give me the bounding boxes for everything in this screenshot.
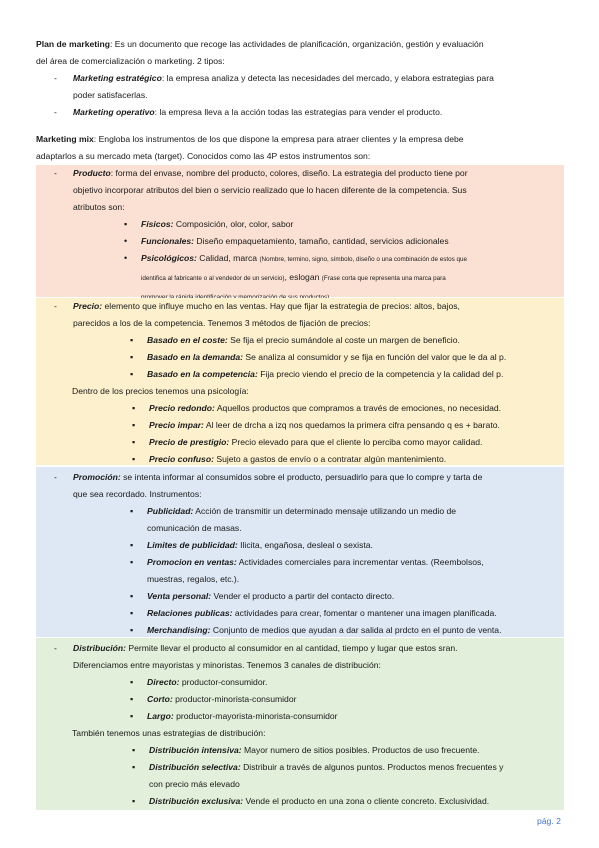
attr-note-3: (Frase corta que representa una marca para <box>321 274 446 282</box>
tool-name: Limites de publicidad: <box>147 540 238 550</box>
strat-text-2: con precio más elevado <box>149 778 240 789</box>
mix-text-1: : Engloba los instrumentos de los que dispone la empresa para atraer clientes y la empresa debe <box>93 134 464 144</box>
bullet-icon: ▪ <box>132 437 136 447</box>
precio-label: Precio: <box>73 301 103 311</box>
dash-marker: - <box>54 643 57 653</box>
channel-text: productor-consumidor. <box>179 677 268 687</box>
psych-name: Precio confuso: <box>149 454 214 464</box>
method-name: Basado en la demanda: <box>147 352 243 362</box>
channel-name: Largo: <box>147 711 174 721</box>
bullet-icon: ▪ <box>130 591 134 601</box>
bullet-icon: ▪ <box>130 711 134 721</box>
strategic-label: Marketing estratégico <box>73 73 162 83</box>
distribucion-label: Distribución: <box>73 643 126 653</box>
method-text: Se analiza al consumidor y se fija en función del valor que le da al p. <box>243 352 507 362</box>
bullet-icon: ▪ <box>130 694 134 704</box>
channel-name: Directo: <box>147 677 180 687</box>
bullet-icon: ▪ <box>130 352 134 362</box>
dash-marker: - <box>54 472 57 482</box>
tool-text-2: comunicación de masas. <box>147 522 242 533</box>
attr-text: Calidad, marca <box>196 253 260 263</box>
promocion-label: Promoción: <box>73 472 121 482</box>
bullet-icon: ▪ <box>130 335 134 345</box>
dash-marker: - <box>54 73 57 83</box>
mix-paragraph <box>36 131 564 165</box>
precio-text-1: elemento que influye mucho en las ventas. Hay que fijar la estrategia de precios: altos, bajos, <box>102 301 460 311</box>
bullet-icon: ▪ <box>132 454 136 464</box>
producto-section <box>36 165 564 297</box>
bullet-icon: ▪ <box>130 625 134 635</box>
channel-name: Corto: <box>147 694 173 704</box>
plan-text-2: del área de comercialización o marketing. 2 tipos: <box>36 55 225 66</box>
tool-name: Relaciones publicas: <box>147 608 233 618</box>
bullet-icon: • <box>124 253 128 263</box>
plan-label: Plan de marketing <box>36 39 111 49</box>
channel-text: productor-mayorista-minorista-consumidor <box>173 711 338 721</box>
operative-text: : la empresa lleva a la acción todas las estrategias para vender el producto. <box>154 107 443 117</box>
strat-text: Vende el producto en una zona o cliente concreto. Exclusividad. <box>243 796 490 806</box>
distribucion-section <box>36 638 564 810</box>
psych-name: Precio redondo: <box>149 403 215 413</box>
plan-text-1: : Es un documento que recoge las actividades de planificación, organización, gestión y evaluación <box>110 39 484 49</box>
strat-name: Distribución exclusiva: <box>149 796 244 806</box>
tool-text: Vender el producto a partir del contacto directo. <box>211 591 395 601</box>
attr-text: Diseño empaquetamiento, tamaño, cantidad, servicios adicionales <box>194 236 449 246</box>
attr-name: Funcionales: <box>141 236 195 246</box>
promocion-text-2: que sea recordado. Instrumentos: <box>73 488 202 499</box>
producto-text-3: atributos son: <box>73 201 125 212</box>
tool-text: actividades para crear, fomentar o mantener una imagen planificada. <box>232 608 497 618</box>
psych-name: Precio impar: <box>149 420 204 430</box>
producto-text-2: objetivo incorporar atributos del bien o servicio realizado que lo hacen diferente de la competencia. Sus <box>73 184 467 195</box>
strat-text: Distribuir a través de algunos puntos. Productos menos frecuentes y <box>240 762 504 772</box>
precio-section <box>36 298 564 465</box>
attr-note-1: (Nombre, termino, signo, símbolo, diseño o una combinación de estos que <box>259 256 468 263</box>
psych-text: Precio elevado para que el cliente lo perciba como mayor calidad. <box>229 437 483 447</box>
attr-name: Psicológicos: <box>141 253 197 263</box>
dash-marker: - <box>54 107 57 117</box>
attr-note-2: identifica al fabricante o al vendedor de un servicio) <box>141 274 285 282</box>
tool-name: Promocion en ventas: <box>147 557 237 567</box>
bullet-icon: ▪ <box>132 762 136 772</box>
method-name: Basado en la competencia: <box>147 369 258 379</box>
bullet-icon: • <box>124 236 128 246</box>
bullet-icon: ▪ <box>130 608 134 618</box>
bullet-icon: ▪ <box>130 677 134 687</box>
bullet-icon: ▪ <box>132 796 136 806</box>
tool-text: Actividades comerciales para incrementar ventas. (Reembolsos, <box>236 557 484 567</box>
page-number: pág. 2 <box>537 816 561 826</box>
bullet-icon: ▪ <box>132 403 136 413</box>
mix-label: Marketing mix <box>36 134 94 144</box>
tool-name: Publicidad: <box>147 506 194 516</box>
strat-text: Mayor numero de sitios posibles. Productos de uso frecuente. <box>241 745 480 755</box>
psych-intro: Dentro de los precios tenemos una psicología: <box>72 386 249 396</box>
psych-text: Sujeto a gastos de envío o a contratar algún mantenimiento. <box>213 454 447 464</box>
psych-text: Aquellos productos que compramos a través de emociones, no necesidad. <box>214 403 502 413</box>
tool-text-2: muestras, regalos, etc.). <box>147 573 240 584</box>
method-name: Basado en el coste: <box>147 335 228 345</box>
attr-text-mid: , eslogan <box>284 271 322 282</box>
operative-label: Marketing operativo <box>73 107 155 117</box>
strategic-text-1: : la empresa analiza y detecta las necesidades del mercado, y elabora estrategias para <box>161 73 494 83</box>
tool-name: Merchandising: <box>147 625 211 635</box>
bullet-icon: ▪ <box>132 745 136 755</box>
tool-text: Acción de transmitir un determinado mensaje utilizando un medio de <box>193 506 457 516</box>
psych-name: Precio de prestigio: <box>149 437 230 447</box>
precio-text-2: parecidos a los de la competencia. Tenemos 3 métodos de fijación de precios: <box>73 317 371 328</box>
bullet-icon: ▪ <box>130 557 134 567</box>
attr-text: Composición, olor, color, sabor <box>173 219 294 229</box>
promocion-text-1: se intenta informar al consumidos sobre el producto, persuadirlo para que lo compre y tarta de <box>120 472 483 482</box>
plan-paragraph <box>36 36 564 70</box>
bullet-icon: ▪ <box>130 369 134 379</box>
dash-marker: - <box>54 168 57 178</box>
bullet-icon: ▪ <box>130 506 134 516</box>
strat-intro: También tenemos unas estrategias de distribución: <box>72 728 266 738</box>
dash-marker: - <box>54 301 57 311</box>
producto-label: Producto <box>73 168 111 178</box>
tool-name: Venta personal: <box>147 591 212 601</box>
method-text: Se fija el precio sumándole al coste un margen de beneficio. <box>227 335 460 345</box>
strat-name: Distribución intensiva: <box>149 745 242 755</box>
method-text: Fija precio viendo el precio de la competencia y la calidad del p. <box>257 369 504 379</box>
bullet-icon: ▪ <box>132 420 136 430</box>
psych-text: Al leer de drcha a izq nos quedamos la primera cifra pensando q es + barato. <box>203 420 500 430</box>
channel-text: productor-minorista-consumidor <box>172 694 297 704</box>
bullet-icon: ▪ <box>124 219 128 229</box>
attr-name: Físicos: <box>141 219 174 229</box>
distribucion-text-1: Permite llevar el producto al consumidor en al cantidad, tiempo y lugar que estos sran. <box>126 643 458 653</box>
tool-text: Ilicita, engañosa, desleal o sexista. <box>237 540 373 550</box>
strategic-text-2: poder satisfacerlas. <box>73 89 148 100</box>
bullet-icon: ▪ <box>130 540 134 550</box>
producto-text-1: : forma del envase, nombre del producto, colores, diseño. La estrategia del producto tiene por <box>110 168 468 178</box>
tool-text: Conjunto de medios que ayudan a dar salida al prdcto en el punto de venta. <box>210 625 502 635</box>
promocion-section <box>36 467 564 637</box>
distribucion-text-2: Diferenciamos entre mayoristas y minoristas. Tenemos 3 canales de distribución: <box>73 659 381 670</box>
mix-text-2: adaptarlos a su mercado meta (target). Conocidos como las 4P estos instrumentos son: <box>36 150 371 161</box>
strat-name: Distribución selectiva: <box>149 762 241 772</box>
